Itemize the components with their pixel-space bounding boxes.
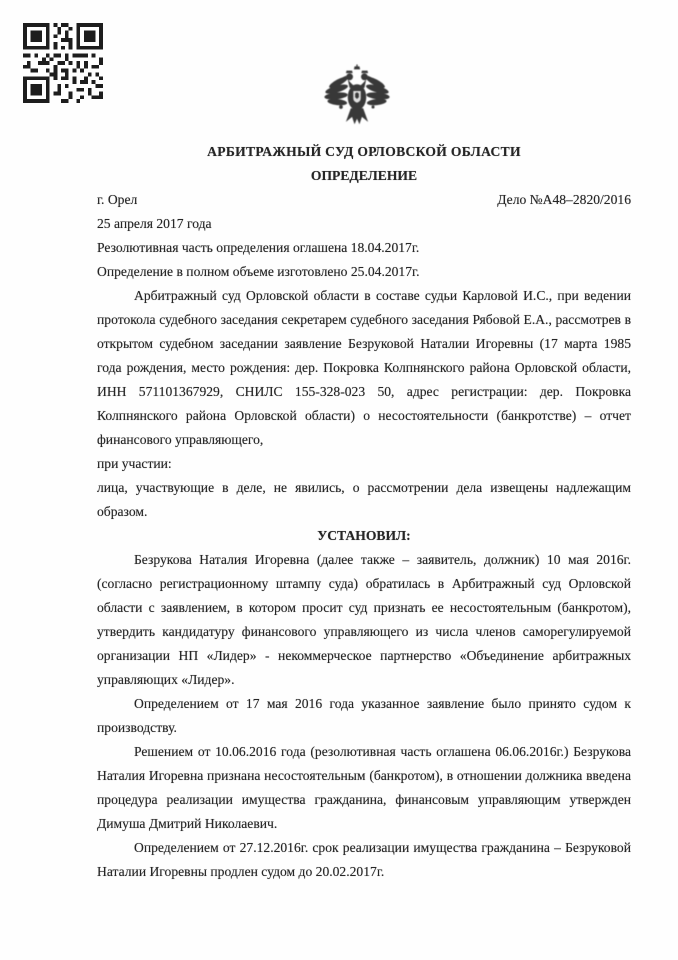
- body-paragraph-3: Решением от 10.06.2016 года (резолютивная часть оглашена 06.06.2016г.) Безрукова Наталия Игоревна признана несостоятельным (банкротом), в отношении должника введена процедура реализации имущества гражданина, финансовым управляющим утвержден Димуша Дмитрий Николаевич.: [97, 744, 631, 831]
- intro-paragraph: Арбитражный суд Орловской области в составе судьи Карловой И.С., при ведении протокола судебного заседания секретарем судебного заседания Рябовой Е.А., рассмотрев в открытом судебном заседании заявление Безруковой Наталии Игоревны (17 марта 1985 года рождения, место рождения: дер. Покровка Колпнянского района Орловской области, ИНН 571101367929, СНИЛС 155-328-023 50, адрес регистрации: дер. Покровка Колпнянского района Орловской области) о несостоятельности (банкротстве) – отчет финансового управляющего,: [97, 288, 631, 447]
- court-name: АРБИТРАЖНЫЙ СУД ОРЛОВСКОЙ ОБЛАСТИ: [207, 144, 521, 159]
- attendance-label: при участии:: [97, 456, 172, 471]
- established-heading: УСТАНОВИЛ:: [317, 528, 411, 543]
- body-paragraph-4: Определением от 27.12.2016г. срок реализации имущества гражданина – Безруковой Наталии Игоревны продлен судом до 20.02.2017г.: [97, 840, 631, 879]
- full-volume-made-line: Определение в полном объеме изготовлено 25.04.2017г.: [97, 264, 420, 279]
- attendance-text: лица, участвующие в деле, не явились, о рассмотрении дела извещены надлежащим образом.: [97, 480, 631, 519]
- date-line: 25 апреля 2017 года: [97, 216, 212, 231]
- city-case-row: [97, 188, 631, 212]
- coat-of-arms-icon: [320, 60, 394, 138]
- document-title: ОПРЕДЕЛЕНИЕ: [310, 168, 418, 183]
- qr-code-icon: [23, 23, 103, 103]
- resolutive-announced-line: Резолютивная часть определения оглашена 18.04.2017г.: [97, 240, 420, 255]
- body-paragraph-2: Определением от 17 мая 2016 года указанное заявление было принято судом к производству.: [97, 696, 631, 735]
- body-paragraph-1: Безрукова Наталия Игоревна (далее также – заявитель, должник) 10 мая 2016г. (согласно регистрационному штампу суда) обратилась в Арбитражный суд Орловской области с заявлением, в котором просит суд признать ее несостоятельным (банкротом), утвердить кандидатуру финансового управляющего из числа членов саморегулируемой организации НП «Лидер» - некоммерческое партнерство «Объединение арбитражных управляющих «Лидер».: [97, 552, 631, 687]
- case-number: Дело №А48–2820/2016: [497, 192, 631, 207]
- city-label: г. Орел: [97, 192, 138, 207]
- document-body: [97, 140, 631, 884]
